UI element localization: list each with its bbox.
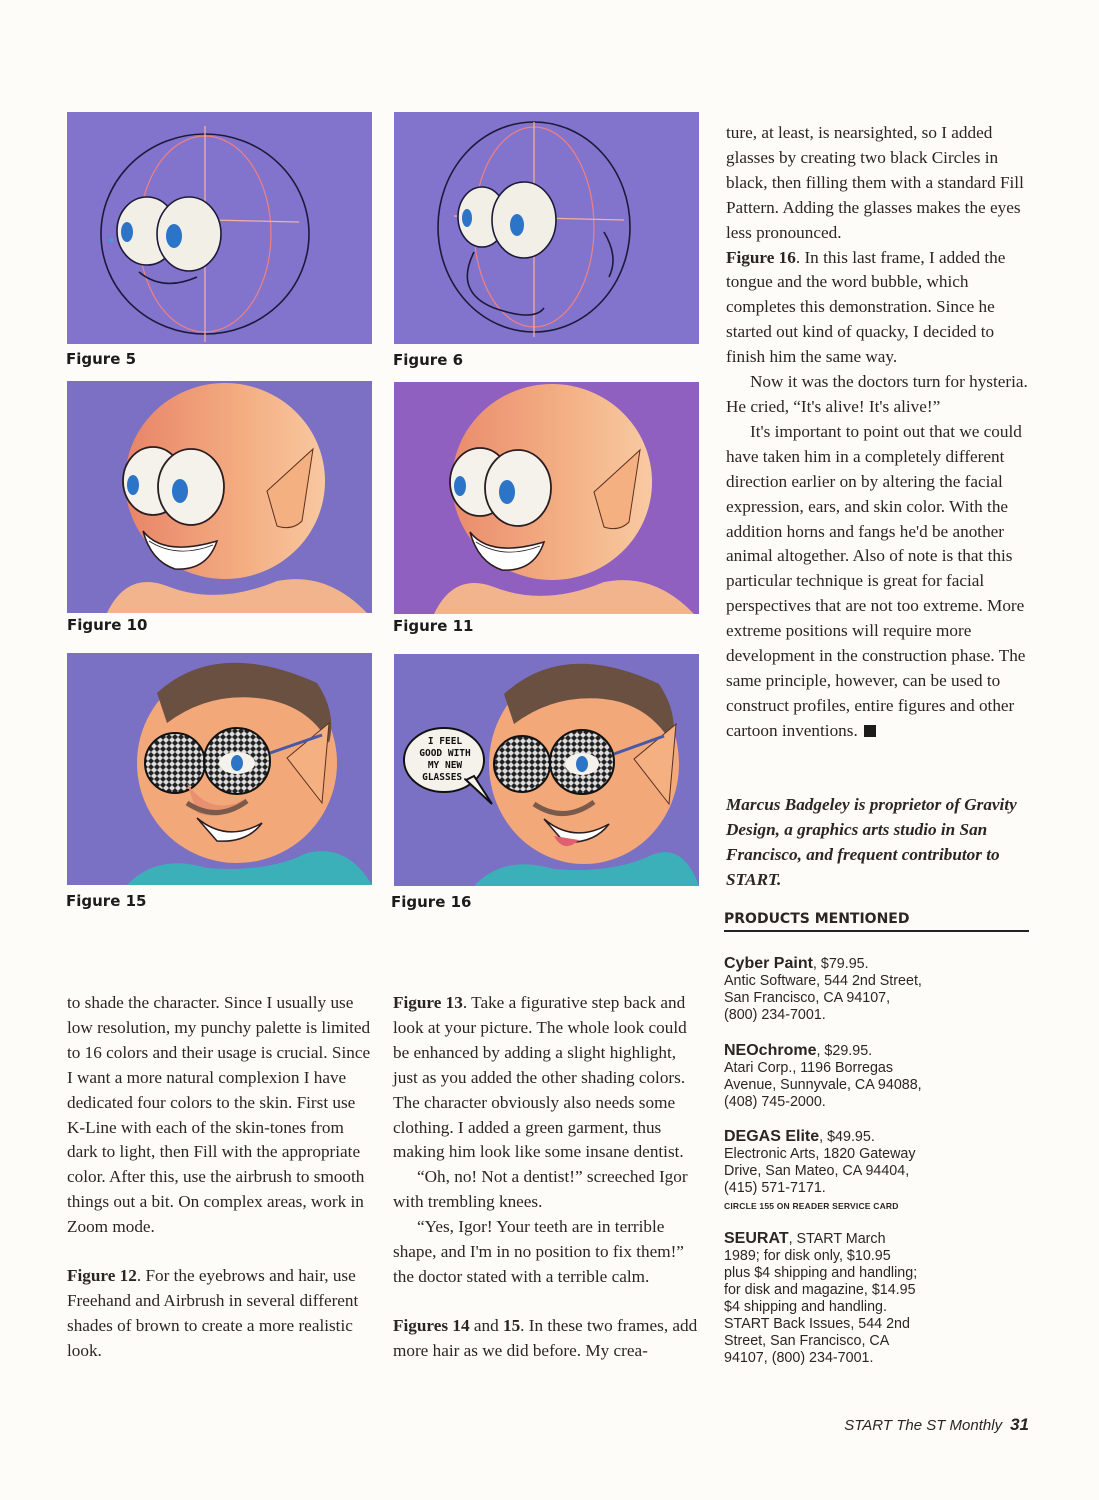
figure-16-image: [394, 654, 699, 886]
end-mark-icon: [864, 725, 876, 737]
paragraph: It's important to point out that we could have taken him in a completely different direction earlier on by altering the facial expression, ears, and skin color. With the addition horns and fangs he'd be another animal altogether. Also of note is that this particular technique is great for facial perspectives that are not too extreme. More extreme positions will require more development in the construction phase. The same principle, however, can be used to construct profiles, entire figures and other cartoon inventions.: [726, 421, 1026, 740]
figure-6-image: [394, 112, 699, 344]
product-entry: DEGAS Elite, $49.95. Electronic Arts, 1820 Gateway Drive, San Mateo, CA 94404, (415) 571-7171. CIRCLE 155 ON READER SERVICE CARD: [724, 1128, 916, 1211]
figure-ref: Figures 14: [393, 1315, 470, 1335]
paragraph: “Yes, Igor! Your teeth are in terrible shape, and I'm in no position to fix them!” the doctor stated with a terrible calm.: [393, 1217, 684, 1286]
page-footer: [844, 1415, 1029, 1435]
product-details: Antic Software, 544 2nd Street, San Francisco, CA 94107, (800) 234-7001.: [724, 973, 922, 1023]
product-entry: SEURAT, START March 1989; for disk only, $10.95 plus $4 shipping and handling; for disk and magazine, $14.95 $4 shipping and handling. START Back Issues, 544 2nd Street, San Francisco, CA 94107, (800) 234-7001.: [724, 1230, 918, 1366]
author-bio: Marcus Badgeley is proprietor of Gravity Design, a graphics arts studio in San Francisco, and frequent contributor to START.: [726, 795, 1017, 889]
page-number: 31: [1010, 1415, 1029, 1434]
magazine-name: START The ST Monthly: [844, 1417, 1003, 1434]
figure-11-image: [394, 382, 699, 614]
product-entry: Cyber Paint, $79.95. Antic Software, 544 2nd Street, San Francisco, CA 94107, (800) 234-7001.: [724, 955, 922, 1023]
figure-11-caption: Figure 11: [393, 617, 474, 635]
column-3-text: [726, 121, 1034, 744]
product-name: Cyber Paint: [724, 955, 813, 972]
bubble-line: GOOD WITH: [419, 748, 471, 759]
figure-16-caption: Figure 16: [391, 893, 472, 911]
word-bubble-text: [404, 736, 486, 784]
figure-10-caption: Figure 10: [67, 616, 148, 634]
product-entry: NEOchrome, $29.95. Atari Corp., 1196 Borregas Avenue, Sunnyvale, CA 94088, (408) 745-2000.: [724, 1042, 922, 1110]
column-2-text: [393, 991, 703, 1364]
reader-service-note: CIRCLE 155 ON READER SERVICE CARD: [724, 1201, 899, 1211]
product-name: DEGAS Elite: [724, 1128, 820, 1145]
paragraph: Figure 13. Take a figurative step back and look at your picture. The whole look could be enhanced by adding a slight highlight, just as you added the other shading colors. The character obviously also needs some clothing. I added a green garment, thus making him look like some insane dentist.: [393, 993, 687, 1162]
paragraph: Figure 16. In this last frame, I added the tongue and the word bubble, which completes this demonstration. Since he started out kind of quacky, I decided to finish him the same way.: [726, 247, 1006, 367]
figure-ref: Figure 13: [393, 993, 463, 1012]
product-name: SEURAT: [724, 1230, 789, 1247]
figure-6-caption: Figure 6: [393, 351, 464, 369]
column-1-text: [67, 991, 372, 1364]
figure-5-caption: Figure 5: [66, 350, 137, 368]
figure-ref: 15: [502, 1315, 521, 1335]
figure-10-image: [67, 381, 372, 613]
product-details: Electronic Arts, 1820 Gateway Drive, San Mateo, CA 94404, (415) 571-7171.: [724, 1146, 916, 1196]
product-details: Atari Corp., 1196 Borregas Avenue, Sunnyvale, CA 94088, (408) 745-2000.: [724, 1060, 922, 1110]
paragraph: “Oh, no! Not a dentist!” screeched Igor with trembling knees.: [393, 1167, 688, 1212]
paragraph: Figure 12. For the eyebrows and hair, use Freehand and Airbrush in several different shades of brown to create a more realistic look.: [67, 1266, 359, 1360]
figure-ref: Figure 16: [726, 247, 796, 267]
figure-5-image: [67, 112, 372, 344]
bubble-line: GLASSES.: [422, 772, 468, 783]
figure-15-caption: Figure 15: [66, 892, 147, 910]
paragraph: ture, at least, is nearsighted, so I added glasses by creating two black Circles in black, then filling them with a standard Fill Pattern. Adding the glasses makes the eyes less pronounced.: [726, 123, 1024, 242]
paragraph: to shade the character. Since I usually use low resolution, my punchy palette is limited to 16 colors and their usage is crucial. Since I want a more natural complexion I have dedicated four colors to the skin. First use K-Line with each of the skin-tones from dark to light, then Fill with the appropriate color. After this, use the airbrush to smooth things out a bit. On complex areas, work in Zoom mode.: [67, 993, 371, 1237]
bubble-line: I FEEL: [427, 736, 463, 747]
paragraph: Figures 14 and 15. In these two frames, add more hair as we did before. My crea-: [393, 1315, 698, 1360]
figure-ref: Figure 12: [67, 1266, 137, 1286]
paragraph: Now it was the doctors turn for hysteria. He cried, “It's alive! It's alive!”: [726, 372, 1028, 416]
bubble-line: MY NEW: [427, 760, 463, 771]
product-name: NEOchrome: [724, 1042, 817, 1059]
figure-15-image: [67, 653, 372, 885]
products-heading: PRODUCTS MENTIONED: [724, 911, 1029, 932]
